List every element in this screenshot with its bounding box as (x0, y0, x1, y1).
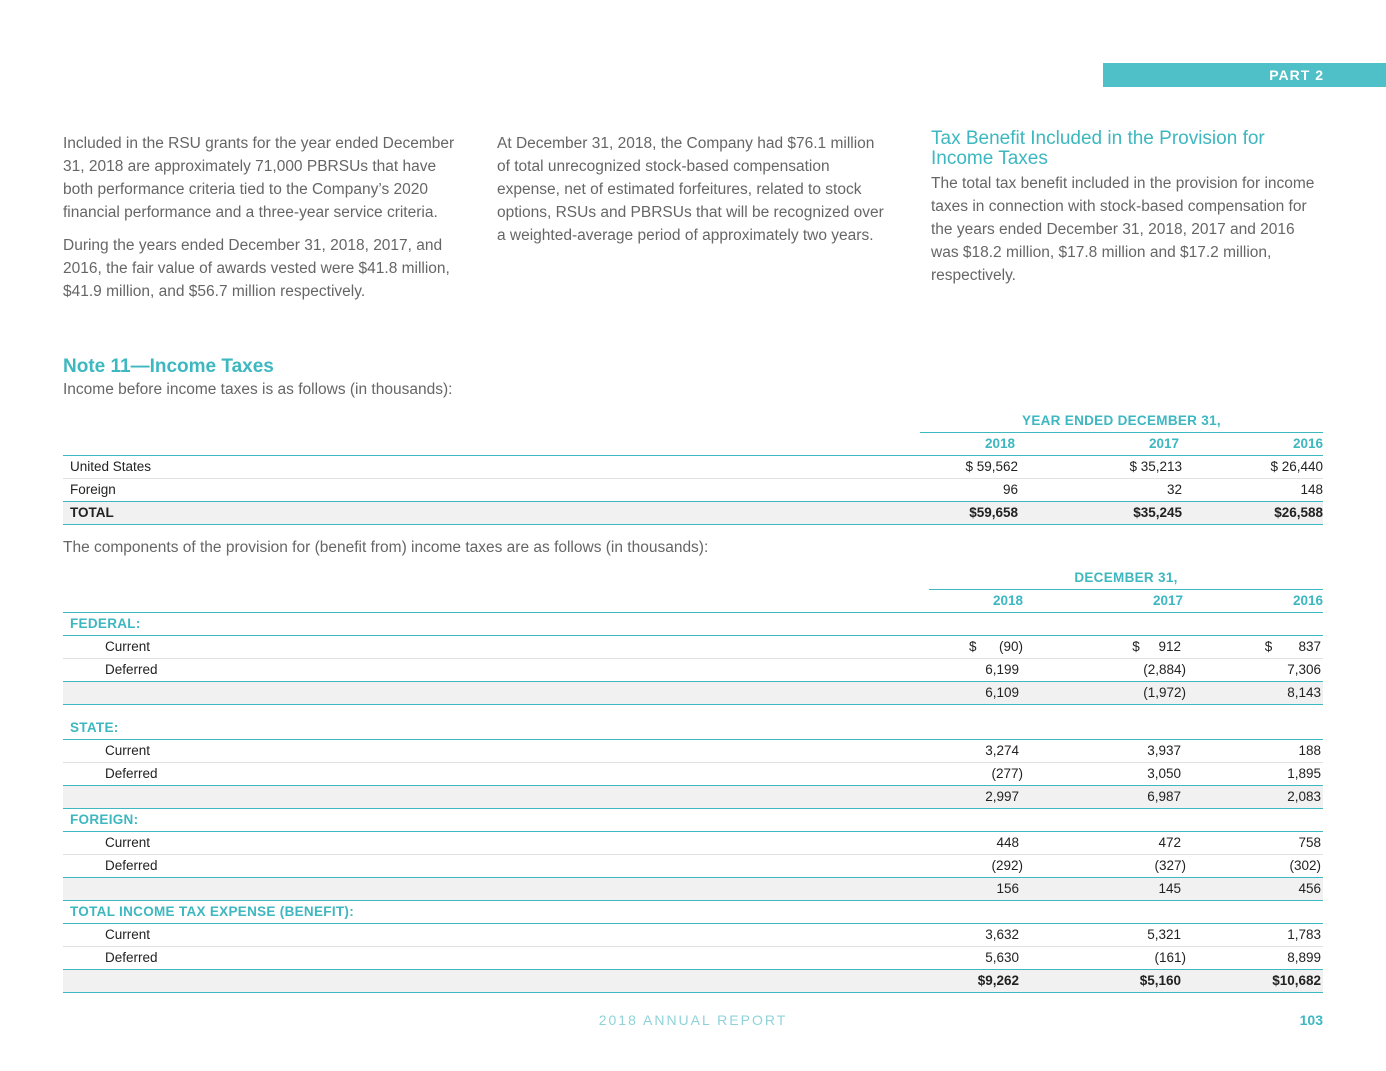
table-cell: 32 (1166, 482, 1182, 497)
table2-year: 2017 (1152, 593, 1183, 608)
table-cell: 3,937 (1060, 740, 1191, 763)
subtotal-cell: 145 (1060, 878, 1191, 901)
table-row-label: Deferred (105, 858, 158, 873)
table-cell: $ 837 (1191, 636, 1323, 659)
page-number: 103 (1299, 1012, 1323, 1028)
section-state: STATE: (63, 717, 1323, 740)
table-cell: (327) (1154, 858, 1186, 873)
table-cell: 188 (1191, 740, 1323, 763)
grand-total-cell: $5,160 (1060, 970, 1191, 993)
table-cell: $ 912 (1060, 636, 1191, 659)
grand-total-cell: $10,682 (1191, 970, 1323, 993)
table-row-label: United States (63, 456, 920, 479)
table-cell: 5,321 (1060, 924, 1191, 947)
table-row-label: Current (63, 924, 929, 947)
footer-report-title: 2018 ANNUAL REPORT (598, 1012, 788, 1028)
table1-span-header: YEAR ENDED DECEMBER 31, (1022, 413, 1221, 428)
provision-table (63, 590, 1323, 993)
subtotal-cell: 156 (929, 878, 1060, 901)
table-cell: 8,899 (1287, 950, 1321, 965)
table2-year: 2016 (1292, 593, 1323, 608)
table1-year: 2018 (984, 436, 1015, 451)
table-cell: 148 (1300, 482, 1323, 497)
grand-total-cell: $9,262 (929, 970, 1060, 993)
tax-benefit-paragraph: The total tax benefit included in the provision for income taxes in connection with stock-based compensation for the years ended December 31, 2018, 2017 and 2016 was $18.2 million, $17.8 million and $17.2 million, respectively. (931, 175, 1315, 284)
table1-year: 2017 (1148, 436, 1179, 451)
note-title: Note 11—Income Taxes (63, 356, 274, 377)
table-cell: 3,632 (929, 924, 1060, 947)
table1-year: 2016 (1292, 436, 1323, 451)
table-cell: $26,588 (1184, 502, 1323, 525)
table-cell: 96 (1002, 482, 1018, 497)
table-row-label: TOTAL (63, 502, 920, 525)
table-cell: (292) (991, 858, 1023, 873)
section-foreign: FOREIGN: (63, 809, 1323, 832)
table-cell: 3,274 (929, 740, 1060, 763)
table-row-label: Deferred (105, 662, 158, 677)
table-row-label: Current (63, 740, 929, 763)
part-tab: PART 2 (1103, 63, 1386, 87)
subtotal-cell: 456 (1191, 878, 1323, 901)
subtotal-cell: 8,143 (1191, 682, 1323, 705)
table-cell: 1,783 (1191, 924, 1323, 947)
rsu-paragraph: Included in the RSU grants for the year ended December 31, 2018 are approximately 71,000 PBRSUs that have both performance criteria tied to the Company’s 2020 financial performance and a three-year service criteria. (63, 135, 455, 221)
table-cell: 448 (929, 832, 1060, 855)
table2-year: 2018 (992, 593, 1023, 608)
unrecognized-paragraph: At December 31, 2018, the Company had $76.1 million of total unrecognized stock-based compensation expense, net of estimated forfeitures, related to stock options, RSUs and PBRSUs that will be recognized over a weighted-average period of approximately two years. (497, 135, 884, 244)
table-cell: 5,630 (985, 950, 1019, 965)
column-1 (63, 132, 458, 313)
subtotal-cell: 6,109 (929, 682, 1060, 705)
income-intro: Income before income taxes is as follows (in thousands): (63, 381, 453, 398)
table-row-label: Deferred (105, 766, 158, 781)
table2-span-header: DECEMBER 31, (1074, 570, 1178, 585)
table-cell: 6,199 (985, 662, 1019, 677)
provision-intro: The components of the provision for (benefit from) income taxes are as follows (in thousands): (63, 539, 709, 556)
table-cell: (277) (991, 766, 1023, 781)
table-cell: $ (90) (929, 636, 1060, 659)
column-2 (497, 132, 887, 257)
table-cell: (302) (1289, 858, 1321, 873)
table-row-label: Current (63, 636, 929, 659)
table-cell: 1,895 (1287, 766, 1321, 781)
table-row-label: Deferred (105, 950, 158, 965)
section-total-income-tax: TOTAL INCOME TAX EXPENSE (BENEFIT): (63, 901, 1323, 924)
table-cell: 472 (1060, 832, 1191, 855)
table-row-label: Foreign (70, 482, 116, 497)
subtotal-cell: 2,997 (929, 786, 1060, 809)
table-cell: $59,658 (920, 502, 1052, 525)
tax-benefit-heading: Tax Benefit Included in the Provision for Income Taxes (931, 128, 1265, 169)
table-cell: 3,050 (1147, 766, 1181, 781)
subtotal-cell: (1,972) (1060, 682, 1191, 705)
table-cell: 758 (1191, 832, 1323, 855)
subtotal-cell: 6,987 (1060, 786, 1191, 809)
table-row-label: Current (63, 832, 929, 855)
fair-value-paragraph: During the years ended December 31, 2018, 2017, and 2016, the fair value of awards vested were $41.8 million, $41.9 million, and $56.7 million respectively. (63, 237, 450, 300)
column-3 (931, 129, 1323, 297)
table-cell: $ 26,440 (1184, 456, 1323, 479)
table-cell: $ 59,562 (920, 456, 1052, 479)
table-cell: (161) (1154, 950, 1186, 965)
income-table (63, 433, 1323, 525)
section-federal: FEDERAL: (63, 613, 1323, 636)
table-cell: 7,306 (1287, 662, 1321, 677)
table-cell: $ 35,213 (1052, 456, 1184, 479)
subtotal-cell: 2,083 (1191, 786, 1323, 809)
table-cell: $35,245 (1052, 502, 1184, 525)
table-cell: (2,884) (1143, 662, 1186, 677)
